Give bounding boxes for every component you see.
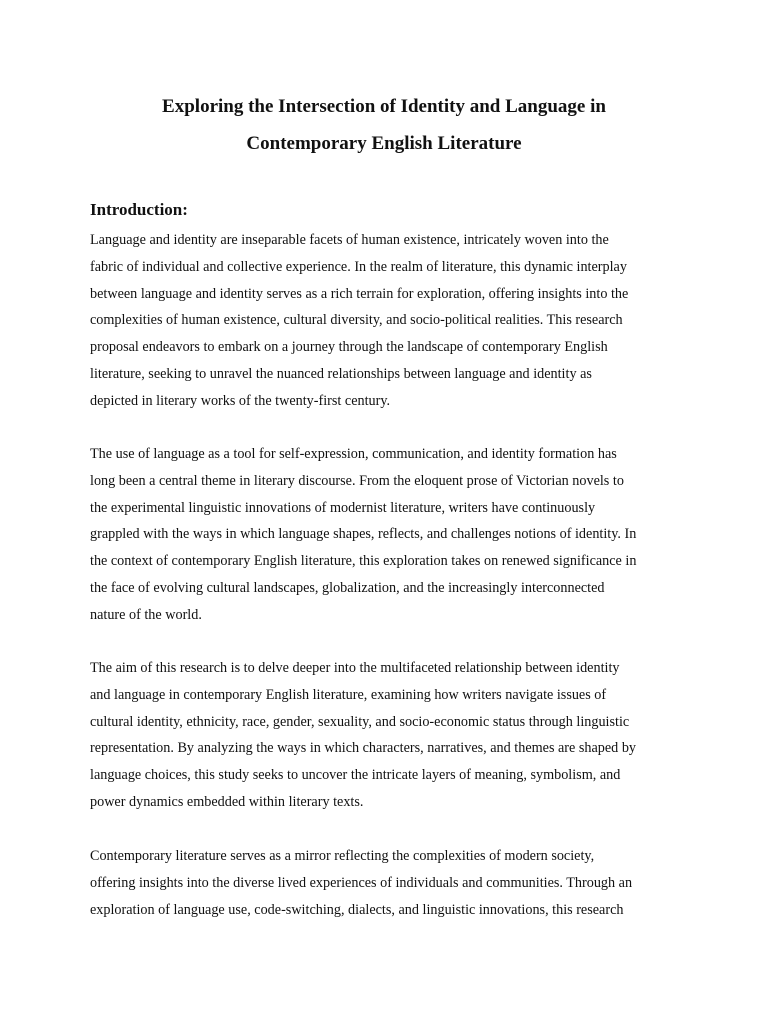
paragraph-line: between language and identity serves as a rich terrain for exploration, offering insights into the [90,285,629,302]
paragraph-line: fabric of individual and collective experience. In the realm of literature, this dynamic interplay [90,258,627,275]
paragraph-line: Language and identity are inseparable facets of human existence, intricately woven into the [90,232,609,248]
paragraph-line: representation. By analyzing the ways in which characters, narratives, and themes are shaped by [90,740,637,757]
paragraph-line: Contemporary literature serves as a mirror reflecting the complexities of modern society, [90,848,595,864]
paragraph-2 [90,441,690,629]
paragraph-line: the face of evolving cultural landscapes, globalization, and the increasingly interconnected [90,579,605,596]
title-line-1: Exploring the Intersection of Identity and Language in [162,96,606,117]
paragraph-line: the context of contemporary English literature, this exploration takes on renewed significance in [90,553,637,570]
paragraph-line: grappled with the ways in which language shapes, reflects, and challenges notions of identity. In [90,526,637,543]
paragraph-line: exploration of language use, code-switching, dialects, and linguistic innovations, this research [90,901,624,918]
paragraph-line: The use of language as a tool for self-expression, communication, and identity formation has [90,446,617,462]
introduction-heading: Introduction: [90,200,188,219]
paragraph-line: complexities of human existence, cultural diversity, and socio-political realities. This research [90,312,623,329]
paragraph-line: the experimental linguistic innovations of modernist literature, writers have continuously [90,499,596,516]
paragraph-line: proposal endeavors to embark on a journey through the landscape of contemporary English [90,339,608,356]
paragraph-4 [90,843,690,923]
paragraph-line: language choices, this study seeks to uncover the intricate layers of meaning, symbolism, and [90,767,621,784]
title-line-2: Contemporary English Literature [246,133,522,154]
paragraph-line: and language in contemporary English literature, examining how writers navigate issues of [90,686,607,703]
paragraph-line: depicted in literary works of the twenty-first century. [90,392,391,409]
paragraph-1 [90,227,690,415]
paragraph-line: long been a central theme in literary discourse. From the eloquent prose of Victorian novels to [90,472,624,489]
paragraph-3 [90,655,690,816]
paragraph-line: power dynamics embedded within literary texts. [90,793,364,810]
paragraph-line: literature, seeking to unravel the nuanced relationships between language and identity as [90,365,592,382]
paragraph-line: The aim of this research is to delve deeper into the multifaceted relationship between identity [90,660,620,676]
paragraph-line: offering insights into the diverse lived experiences of individuals and communities. Through an [90,874,633,891]
paragraph-line: nature of the world. [90,606,202,623]
paragraph-line: cultural identity, ethnicity, race, gender, sexuality, and socio-economic status through linguistic [90,713,630,730]
document-title [90,88,678,162]
